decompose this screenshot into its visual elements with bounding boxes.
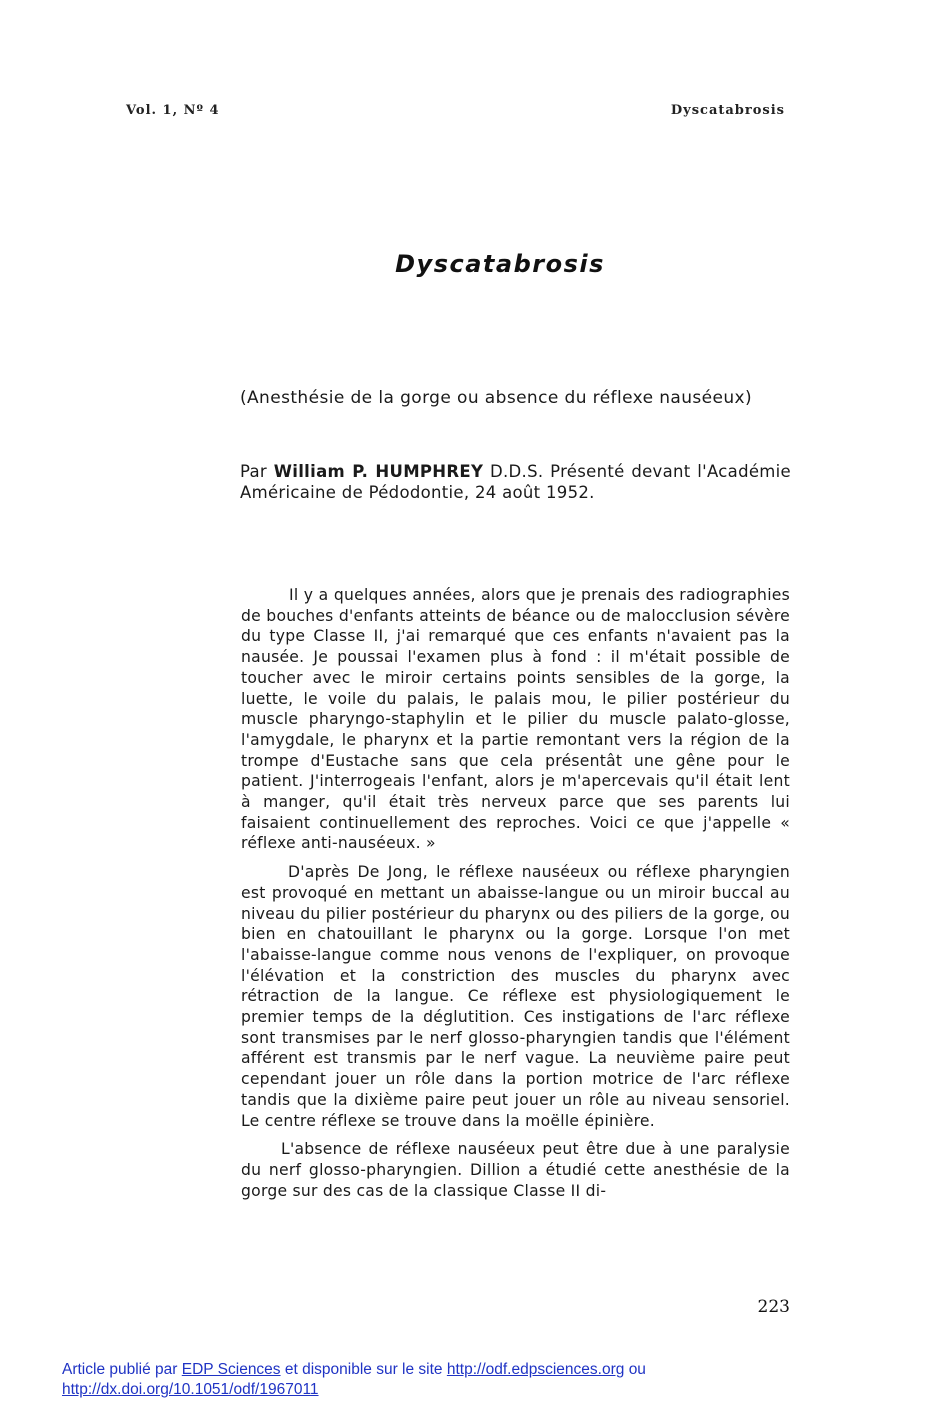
- running-head-volume: Vol. 1, Nº 4: [126, 103, 220, 118]
- byline-affiliation: D.D.S. Présenté devant l'Académie Américaine de Pédodontie, 24 août 1952.: [240, 462, 792, 502]
- doi-link[interactable]: http://dx.doi.org/10.1051/odf/1967011: [62, 1381, 319, 1398]
- footer-text: ou: [628, 1361, 646, 1378]
- byline-prefix: Par: [240, 462, 268, 481]
- paragraph: L'absence de réflexe nauséeux peut être due à une paralysie du nerf glosso-pharyngien. Dillion a étudié cette anesthésie de la gorge sur des cas de la classique Classe II di-: [241, 1140, 790, 1200]
- page-number: 223: [757, 1297, 790, 1317]
- publisher-link[interactable]: EDP Sciences: [181, 1361, 281, 1378]
- article-body: [241, 585, 790, 1209]
- paragraph: D'après De Jong, le réflexe nauséeux ou réflexe pharyngien est provoqué en mettant un abaisse-langue ou un miroir buccal au niveau du pilier postérieur du pharynx ou des piliers de la gorge, ou bien en chatouillant le pharynx ou la gorge. Lorsque l'on met l'abaisse-langue comme nous venons de l'expliquer, on provoque l'élévation et la constriction des muscles du pharynx avec rétraction de la langue. Ce réflexe est physiologiquement le premier temps de la déglutition. Ces instigations de l'arc réflexe sont transmises par le nerf glosso-pharyngien tandis que l'élément afférent est transmis par le nerf vague. La neuvième paire peut cependant jouer un rôle dans la portion motrice de l'arc réflexe tandis que la dixième paire peut jouer un rôle au niveau sensoriel. Le centre réflexe se trouve dans la moëlle épinière.: [241, 863, 790, 1130]
- footer-text: et disponible sur le site: [284, 1361, 443, 1378]
- journal-site-link[interactable]: http://odf.edpsciences.org: [446, 1361, 625, 1378]
- paragraph: Il y a quelques années, alors que je prenais des radiographies de bouches d'enfants atteints de béance ou de malocclusion sévère du type Classe II, j'ai remarqué que ces enfants n'avaient pas la nausée. Je poussai l'examen plus à fond : il m'était possible de toucher avec le miroir certains points sensibles de la gorge, la luette, le voile du palais, le palais mou, le pilier postérieur du muscle pharyngo-staphylin et le pilier du muscle palato-glosse, l'amygdale, le pharynx et la partie remontant vers la région de la trompe d'Eustache sans que cela présentât une gêne pour le patient. J'interrogeais l'enfant, alors je m'apercevais qu'il était lent à manger, qu'il était très nerveux parce que ses parents lui faisaient continuellement des reproches. Voici ce que j'appelle « réflexe anti-nauséeux. »: [241, 586, 790, 853]
- footer-text: Article publié par: [62, 1361, 178, 1378]
- article-title: Dyscatabrosis: [395, 250, 605, 278]
- publisher-footer: [62, 1360, 762, 1400]
- author-name: William P. HUMPHREY: [273, 462, 484, 481]
- byline: [240, 462, 791, 503]
- article-subtitle: (Anesthésie de la gorge ou absence du réflexe nauséeux): [240, 388, 753, 408]
- running-head-title: Dyscatabrosis: [670, 103, 785, 118]
